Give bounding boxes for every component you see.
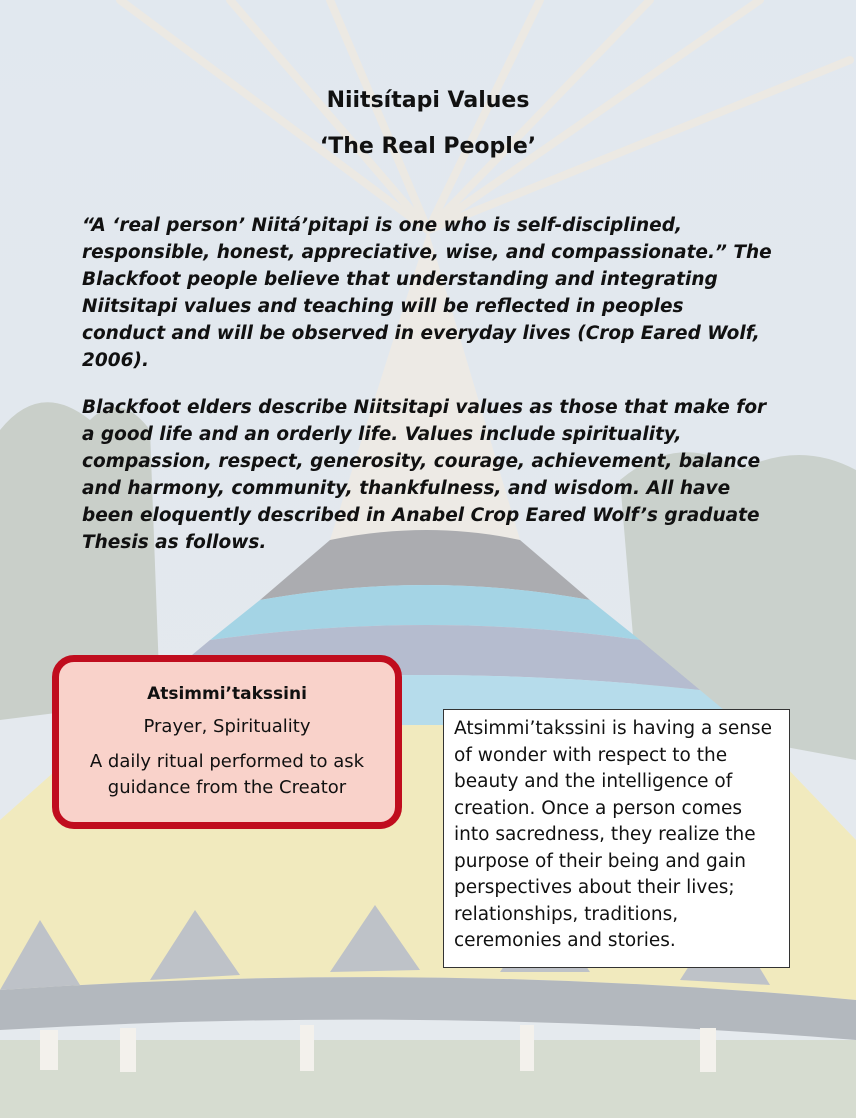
value-meaning: Prayer, Spirituality xyxy=(143,716,311,737)
page-title: Niitsítapi Values xyxy=(326,88,530,113)
value-explanation-box: Atsimmi’takssini is having a sense of wonder with respect to the beauty and the intelligence of creation. Once a person comes into sacredness, they realize the purpose of their being and gain perspectives about their lives; relationships, traditions, ceremonies and stories. xyxy=(443,709,790,968)
value-callout-card xyxy=(52,655,402,829)
value-name: Atsimmi’takssini xyxy=(147,684,307,704)
page-subtitle: ‘The Real People’ xyxy=(319,134,537,159)
value-description: A daily ritual performed to ask guidance from the Creator xyxy=(89,751,365,798)
intro-paragraph: “A ‘real person’ Niitá’pitapi is one who is self-disciplined, responsible, honest, appreciative, wise, and compassionate.” The Blackfoot people believe that understanding and integrating Niitsitapi values and teaching will be reflected in peoples conduct and will be observed in everyday lives (Crop Eared Wolf, 2006). xyxy=(82,215,772,371)
values-paragraph: Blackfoot elders describe Niitsitapi values as those that make for a good life and an orderly life. Values include spirituality, compassion, respect, generosity, courage, achievement, balance and harmony, community, thankfulness, and wisdom. All have been eloquently described in Anabel Crop Eared Wolf’s graduate Thesis as follows. xyxy=(82,397,767,553)
